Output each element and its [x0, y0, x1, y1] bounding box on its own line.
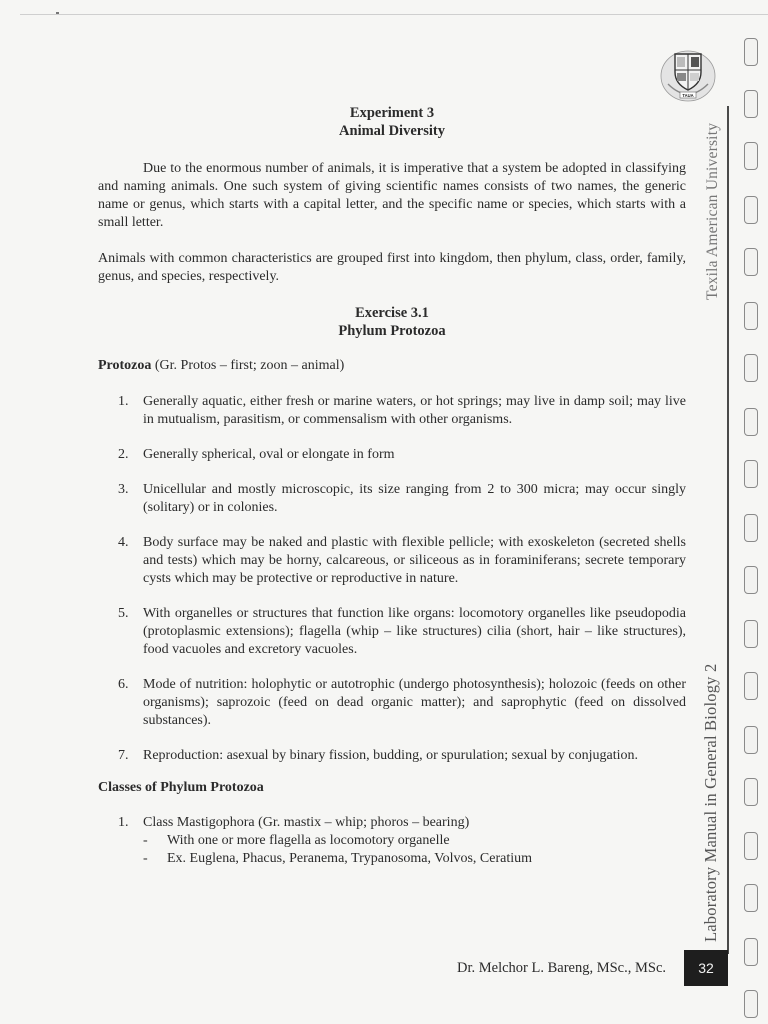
- binder-hole: [744, 38, 758, 66]
- binder-hole: [744, 196, 758, 224]
- exercise-title: Exercise 3.1: [355, 305, 429, 321]
- item-number: 4.: [118, 535, 129, 550]
- footer-author: Dr. Melchor L. Bareng, MSc., MSc.: [457, 960, 667, 976]
- experiment-subtitle: Animal Diversity: [339, 123, 445, 139]
- list-item: [98, 605, 686, 659]
- protozoa-term: Protozoa: [98, 358, 152, 373]
- item-number: 1.: [118, 815, 129, 830]
- crest-text: TAUA: [682, 93, 694, 98]
- dash-marker: -: [143, 851, 148, 866]
- item-text: Reproduction: asexual by binary fission, budding, or spurulation; sexual by conjugation.: [143, 748, 638, 763]
- binder-hole: [744, 832, 758, 860]
- list-item: [98, 446, 686, 464]
- page-content: [98, 104, 686, 868]
- sidebar-university-text: Texila American University: [704, 122, 721, 300]
- binder-hole: [744, 620, 758, 648]
- binder-hole: [744, 938, 758, 966]
- sub-item-text: With one or more flagella as locomotory organelle: [167, 833, 450, 848]
- binder-hole: [744, 142, 758, 170]
- binder-hole: [744, 302, 758, 330]
- item-text: Body surface may be naked and plastic with flexible pellicle; with exoskeleton (secreted shells and tests) which may be horny, calcareous, or siliceous as in foraminiferans; secrete temporary cysts which may be protective or reproductive in nature.: [143, 535, 686, 586]
- binder-hole: [744, 408, 758, 436]
- item-text: Unicellular and mostly microscopic, its size ranging from 2 to 300 micra; may occur singly (solitary) or in colonies.: [143, 482, 686, 515]
- binder-hole: [744, 90, 758, 118]
- intro-paragraph: Due to the enormous number of animals, it is imperative that a system be adopted in classifying and naming animals. One such system of giving scientific names consists of two names, the generic name or genus, which starts with a capital letter, and the specific name or species, which starts with a small letter.: [98, 161, 686, 230]
- binder-hole: [744, 884, 758, 912]
- item-text: With organelles or structures that function like organs: locomotory organelles like pseudopodia (protoplasmic extensions); flagella (whip – like structures) cilia (short, hair – like structures), food vacuoles and excretory vacuoles.: [143, 606, 686, 657]
- item-text: Generally spherical, oval or elongate in form: [143, 447, 395, 462]
- item-number: 6.: [118, 677, 129, 692]
- list-item: [98, 393, 686, 429]
- binder-hole: [744, 354, 758, 382]
- item-text: Class Mastigophora (Gr. mastix – whip; phoros – bearing): [143, 815, 470, 830]
- sub-list-item: [143, 832, 686, 850]
- item-number: 7.: [118, 748, 129, 763]
- binder-hole: [744, 460, 758, 488]
- item-number: 3.: [118, 482, 129, 497]
- page-number: 32: [684, 950, 728, 986]
- sub-list-item: [143, 850, 686, 868]
- item-number: 1.: [118, 394, 129, 409]
- binder-holes: [744, 30, 762, 1020]
- list-item: [98, 676, 686, 730]
- binder-hole: [744, 514, 758, 542]
- university-crest-icon: [658, 46, 718, 106]
- item-text: Generally aquatic, either fresh or marine waters, or hot springs; may live in damp soil; may live in mutualism, parasitism, or commensalism with other organisms.: [143, 394, 686, 427]
- intro-paragraph-2: Animals with common characteristics are grouped first into kingdom, then phylum, class, order, family, genus, and species, respectively.: [98, 251, 686, 284]
- protozoa-definition: [98, 357, 686, 375]
- list-item: [98, 481, 686, 517]
- top-rule: [20, 14, 768, 15]
- item-number: 5.: [118, 606, 129, 621]
- experiment-title: Experiment 3: [349, 105, 435, 121]
- dash-marker: -: [143, 833, 148, 848]
- binder-hole: [744, 566, 758, 594]
- binder-hole: [744, 672, 758, 700]
- binder-hole: [744, 990, 758, 1018]
- binder-hole: [744, 778, 758, 806]
- classes-list: [98, 814, 686, 868]
- classes-heading: Classes of Phylum Protozoa: [98, 780, 264, 795]
- sub-item-text: Ex. Euglena, Phacus, Peranema, Trypanosoma, Volvos, Ceratium: [167, 851, 532, 866]
- sidebar-manual-title: Laboratory Manual in General Biology 2: [701, 663, 720, 942]
- margin-rule: [727, 106, 729, 954]
- item-number: 2.: [118, 447, 129, 462]
- item-text: Mode of nutrition: holophytic or autotrophic (undergo photosynthesis); holozoic (feeds on other organisms); saprozoic (feed on dead organic matter); and saprophytic (feed on dissolved substances).: [143, 677, 686, 728]
- binder-hole: [744, 248, 758, 276]
- characteristics-list: [98, 393, 686, 765]
- protozoa-etymology: (Gr. Protos – first; zoon – animal): [154, 358, 345, 373]
- scan-speck: [56, 12, 59, 14]
- list-item: [98, 747, 686, 765]
- exercise-subtitle: Phylum Protozoa: [338, 323, 446, 339]
- sub-list: [143, 832, 686, 868]
- binder-hole: [744, 726, 758, 754]
- list-item: [98, 534, 686, 588]
- list-item: [98, 814, 686, 868]
